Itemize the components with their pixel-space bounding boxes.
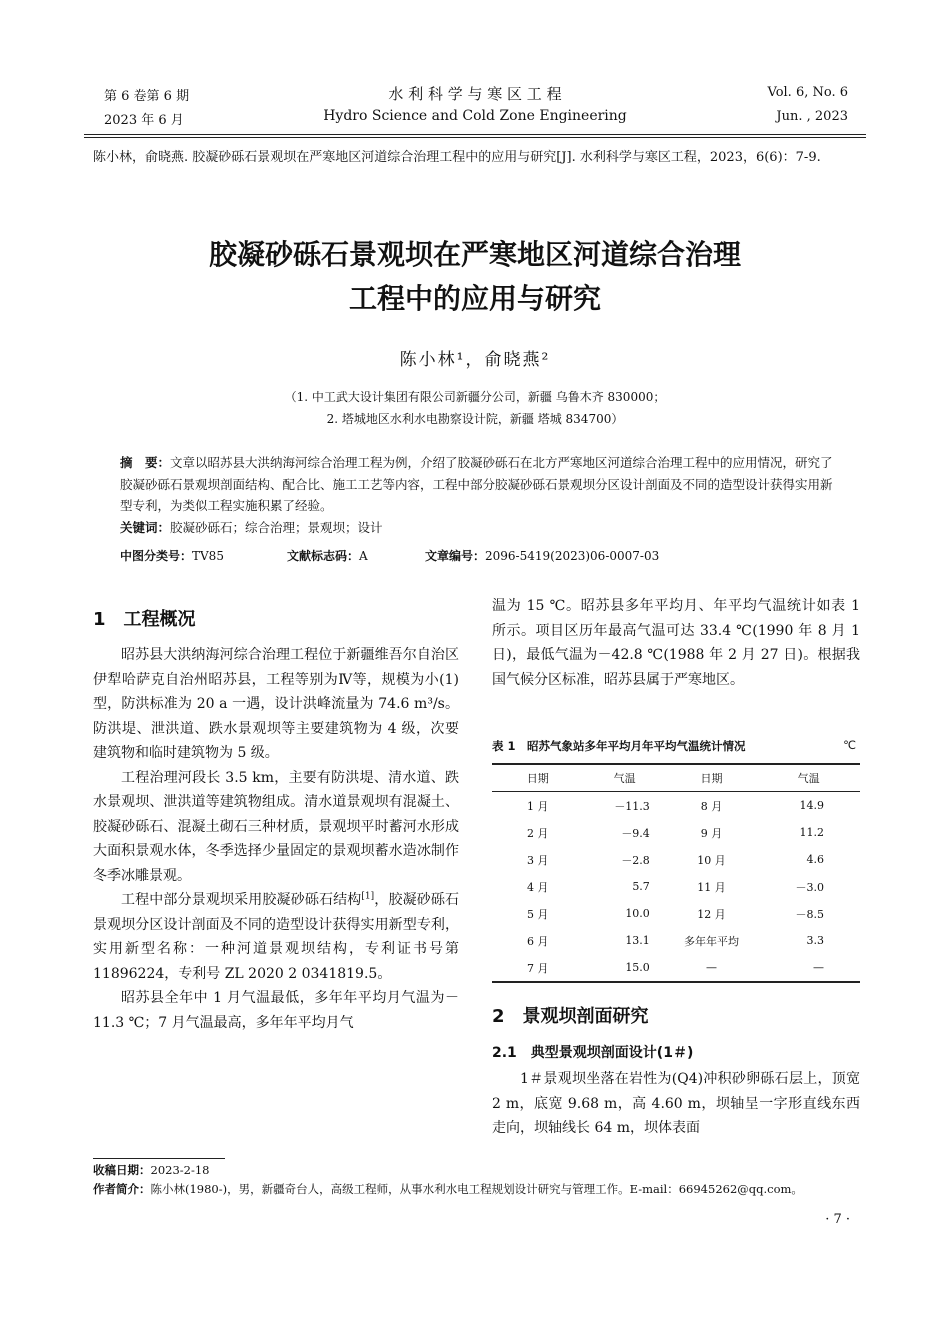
subsection-2-1-heading: 2.1 典型景观坝剖面设计(1＃) bbox=[492, 1045, 694, 1061]
table-header: 气温 bbox=[757, 764, 860, 792]
paper-title-line2: 工程中的应用与研究 bbox=[348, 282, 601, 315]
header-rule bbox=[84, 134, 866, 135]
table-cell: －2.8 bbox=[621, 853, 650, 867]
affiliation-2: 2. 塔城地区水利水电勘察设计院，新疆 塔城 834700） bbox=[326, 412, 624, 426]
table-row bbox=[492, 846, 860, 873]
paper-title-line1: 胶凝砂砾石景观坝在严寒地区河道综合治理 bbox=[208, 238, 741, 271]
table-cell: 15.0 bbox=[583, 954, 665, 982]
table-row bbox=[492, 873, 860, 900]
abstract-label: 摘 要： bbox=[120, 455, 171, 470]
header-issue-cn: 第 6 卷第 6 期 bbox=[104, 89, 190, 104]
table-1 bbox=[492, 763, 860, 983]
clc-code: 中图分类号：TV85 bbox=[120, 549, 224, 563]
article-number: 文章编号：2096-5419(2023)06-0007-03 bbox=[425, 549, 660, 563]
table-cell: 3 月 bbox=[526, 853, 549, 867]
table-row bbox=[492, 819, 860, 846]
table-row bbox=[492, 927, 860, 954]
table-cell: 10.0 bbox=[625, 907, 650, 920]
reference-1: [1] bbox=[361, 891, 375, 902]
table-cell: — bbox=[666, 954, 757, 982]
header-date-cn: 2023 年 6 月 bbox=[104, 113, 184, 128]
table-header: 日期 bbox=[666, 764, 757, 792]
table-cell: 4.6 bbox=[806, 853, 824, 866]
table-cell: 多年年平均 bbox=[684, 934, 740, 948]
paragraph: 工程治理河段长 3.5 km，主要有防洪堤、清水道、跌水景观坝、泄洪道等建筑物组成。清水道景观坝有混凝土、胶凝砂砾石、混凝土砌石三种材质，景观坝平时蓄河水形成大面积景观水体，冬季选择少量固定的景观坝蓄水造冰制作冬季冰雕景观。 bbox=[93, 769, 459, 884]
paragraph: 工程中部分景观坝采用胶凝砂砾石结构[1]，胶凝砂砾石景观坝分区设计剖面及不同的造型设计获得实用新型专利，实用新型名称：一种河道景观坝结构，专利证书号第 11896224，专利号 ZL 2020 2 0341819.5。 bbox=[93, 891, 460, 982]
right-column-top bbox=[492, 594, 860, 692]
table-cell: 13.1 bbox=[625, 934, 650, 947]
table-cell: 6 月 bbox=[526, 934, 549, 948]
table-cell: －11.3 bbox=[614, 799, 650, 813]
table-cell: 4 月 bbox=[526, 880, 549, 894]
table-cell: 3.3 bbox=[806, 934, 824, 947]
journal-title-cn: 水 利 科 学 与 寒 区 工 程 bbox=[388, 85, 562, 103]
table-cell: 9 月 bbox=[700, 826, 723, 840]
table-row bbox=[492, 900, 860, 927]
table-cell: 14.9 bbox=[799, 799, 824, 812]
table-cell: 7 月 bbox=[492, 954, 583, 982]
abstract bbox=[120, 452, 833, 538]
paragraph: 1＃景观坝坐落在岩性为(Q4)冲积砂卵砾石层上，顶宽 2 m，底宽 9.68 m，高 4.60 m，坝轴呈一字形直线东西走向，坝轴线长 64 m，坝体表面 bbox=[492, 1071, 860, 1136]
table-1-unit: ℃ bbox=[843, 738, 856, 752]
table-row bbox=[492, 954, 860, 982]
table-cell: 5 月 bbox=[526, 907, 549, 921]
section-2-heading: 2 景观坝剖面研究 bbox=[492, 1006, 649, 1027]
left-column bbox=[93, 643, 459, 1035]
table-cell: －3.0 bbox=[795, 880, 824, 894]
doc-code: 文献标志码：A bbox=[287, 549, 368, 563]
table-cell: 12 月 bbox=[697, 907, 726, 921]
abstract-text: 文章以昭苏县大洪纳海河综合治理工程为例，介绍了胶凝砂砾石在北方严寒地区河道综合治理工程中的应用情况，研究了胶凝砂砾石景观坝剖面结构、配合比、施工工艺等内容，工程中部分胶凝砂砾石景观坝分区设计剖面及不同的造型设计获得实用新型专利，为类似工程实施积累了经验。 bbox=[120, 455, 833, 513]
affiliations bbox=[0, 386, 950, 430]
table-header: 日期 bbox=[492, 764, 583, 792]
section-1-heading: 1 工程概况 bbox=[93, 609, 196, 630]
table-cell: 11 月 bbox=[697, 880, 726, 894]
paragraph: 昭苏县大洪纳海河综合治理工程位于新疆维吾尔自治区伊犁哈萨克自治州昭苏县，工程等别为Ⅳ等，规模为小(1)型，防洪标准为 20 a 一遇，设计洪峰流量为 74.6 m³/s。防洪堤、泄洪道、跌水景观坝等主要建筑物为 4 级，次要建筑物和临时建筑物为 5 级。 bbox=[93, 647, 459, 761]
header-rule-2 bbox=[84, 137, 866, 138]
table-cell: 8 月 bbox=[700, 799, 723, 813]
header-issue-en: Vol. 6, No. 6 bbox=[767, 85, 848, 100]
paragraph: 昭苏县全年中 1 月气温最低，多年年平均月气温为－11.3 ℃；7 月气温最高，多年年平均月气 bbox=[93, 990, 459, 1031]
table-cell: — bbox=[757, 954, 860, 982]
table-cell: －9.4 bbox=[621, 826, 650, 840]
table-row bbox=[492, 792, 860, 820]
header-date-en: Jun. , 2023 bbox=[776, 109, 848, 124]
keywords-label: 关键词： bbox=[120, 519, 171, 535]
table-cell: 10 月 bbox=[697, 853, 726, 867]
keywords-text: 胶凝砂砾石；综合治理；景观坝；设计 bbox=[170, 519, 383, 535]
received-date: 收稿日期：2023-2-18 bbox=[93, 1163, 210, 1177]
table-cell: 5.7 bbox=[632, 880, 650, 893]
table-cell: 2 月 bbox=[526, 826, 549, 840]
right-column-bottom bbox=[492, 1067, 860, 1141]
paragraph-continued: 温为 15 ℃。昭苏县多年平均月、年平均气温统计如表 1 所示。项目区历年最高气温可达 33.4 ℃(1990 年 8 月 1 日)，最低气温为－42.8 ℃(1988 年 2 月 27 日)。根据我国气候分区标准，昭苏县属于严寒地区。 bbox=[492, 598, 860, 688]
table-cell: 1 月 bbox=[526, 799, 549, 813]
authors: 陈小林¹，俞晓燕² bbox=[399, 350, 551, 370]
page-number: · 7 · bbox=[825, 1212, 850, 1227]
table-cell: －8.5 bbox=[795, 907, 824, 921]
author-bio: 作者简介：陈小林(1980-)，男，新疆奇台人，高级工程师，从事水利水电工程规划设计研究与管理工作。E-mail：66945262@qq.com。 bbox=[93, 1182, 803, 1196]
table-header: 气温 bbox=[583, 764, 665, 792]
journal-title-en: Hydro Science and Cold Zone Engineering bbox=[323, 108, 627, 124]
table-cell: 11.2 bbox=[799, 826, 824, 839]
footnote-rule bbox=[93, 1158, 225, 1159]
table-1-caption: 表 1 昭苏气象站多年平均月年平均气温统计情况 ℃ bbox=[492, 738, 856, 753]
citation: 陈小林，俞晓燕. 胶凝砂砾石景观坝在严寒地区河道综合治理工程中的应用与研究[J]. 水利科学与寒区工程，2023，6(6)：7-9. bbox=[93, 150, 821, 165]
affiliation-1: （1. 中工武大设计集团有限公司新疆分公司，新疆 乌鲁木齐 830000； bbox=[284, 390, 666, 404]
